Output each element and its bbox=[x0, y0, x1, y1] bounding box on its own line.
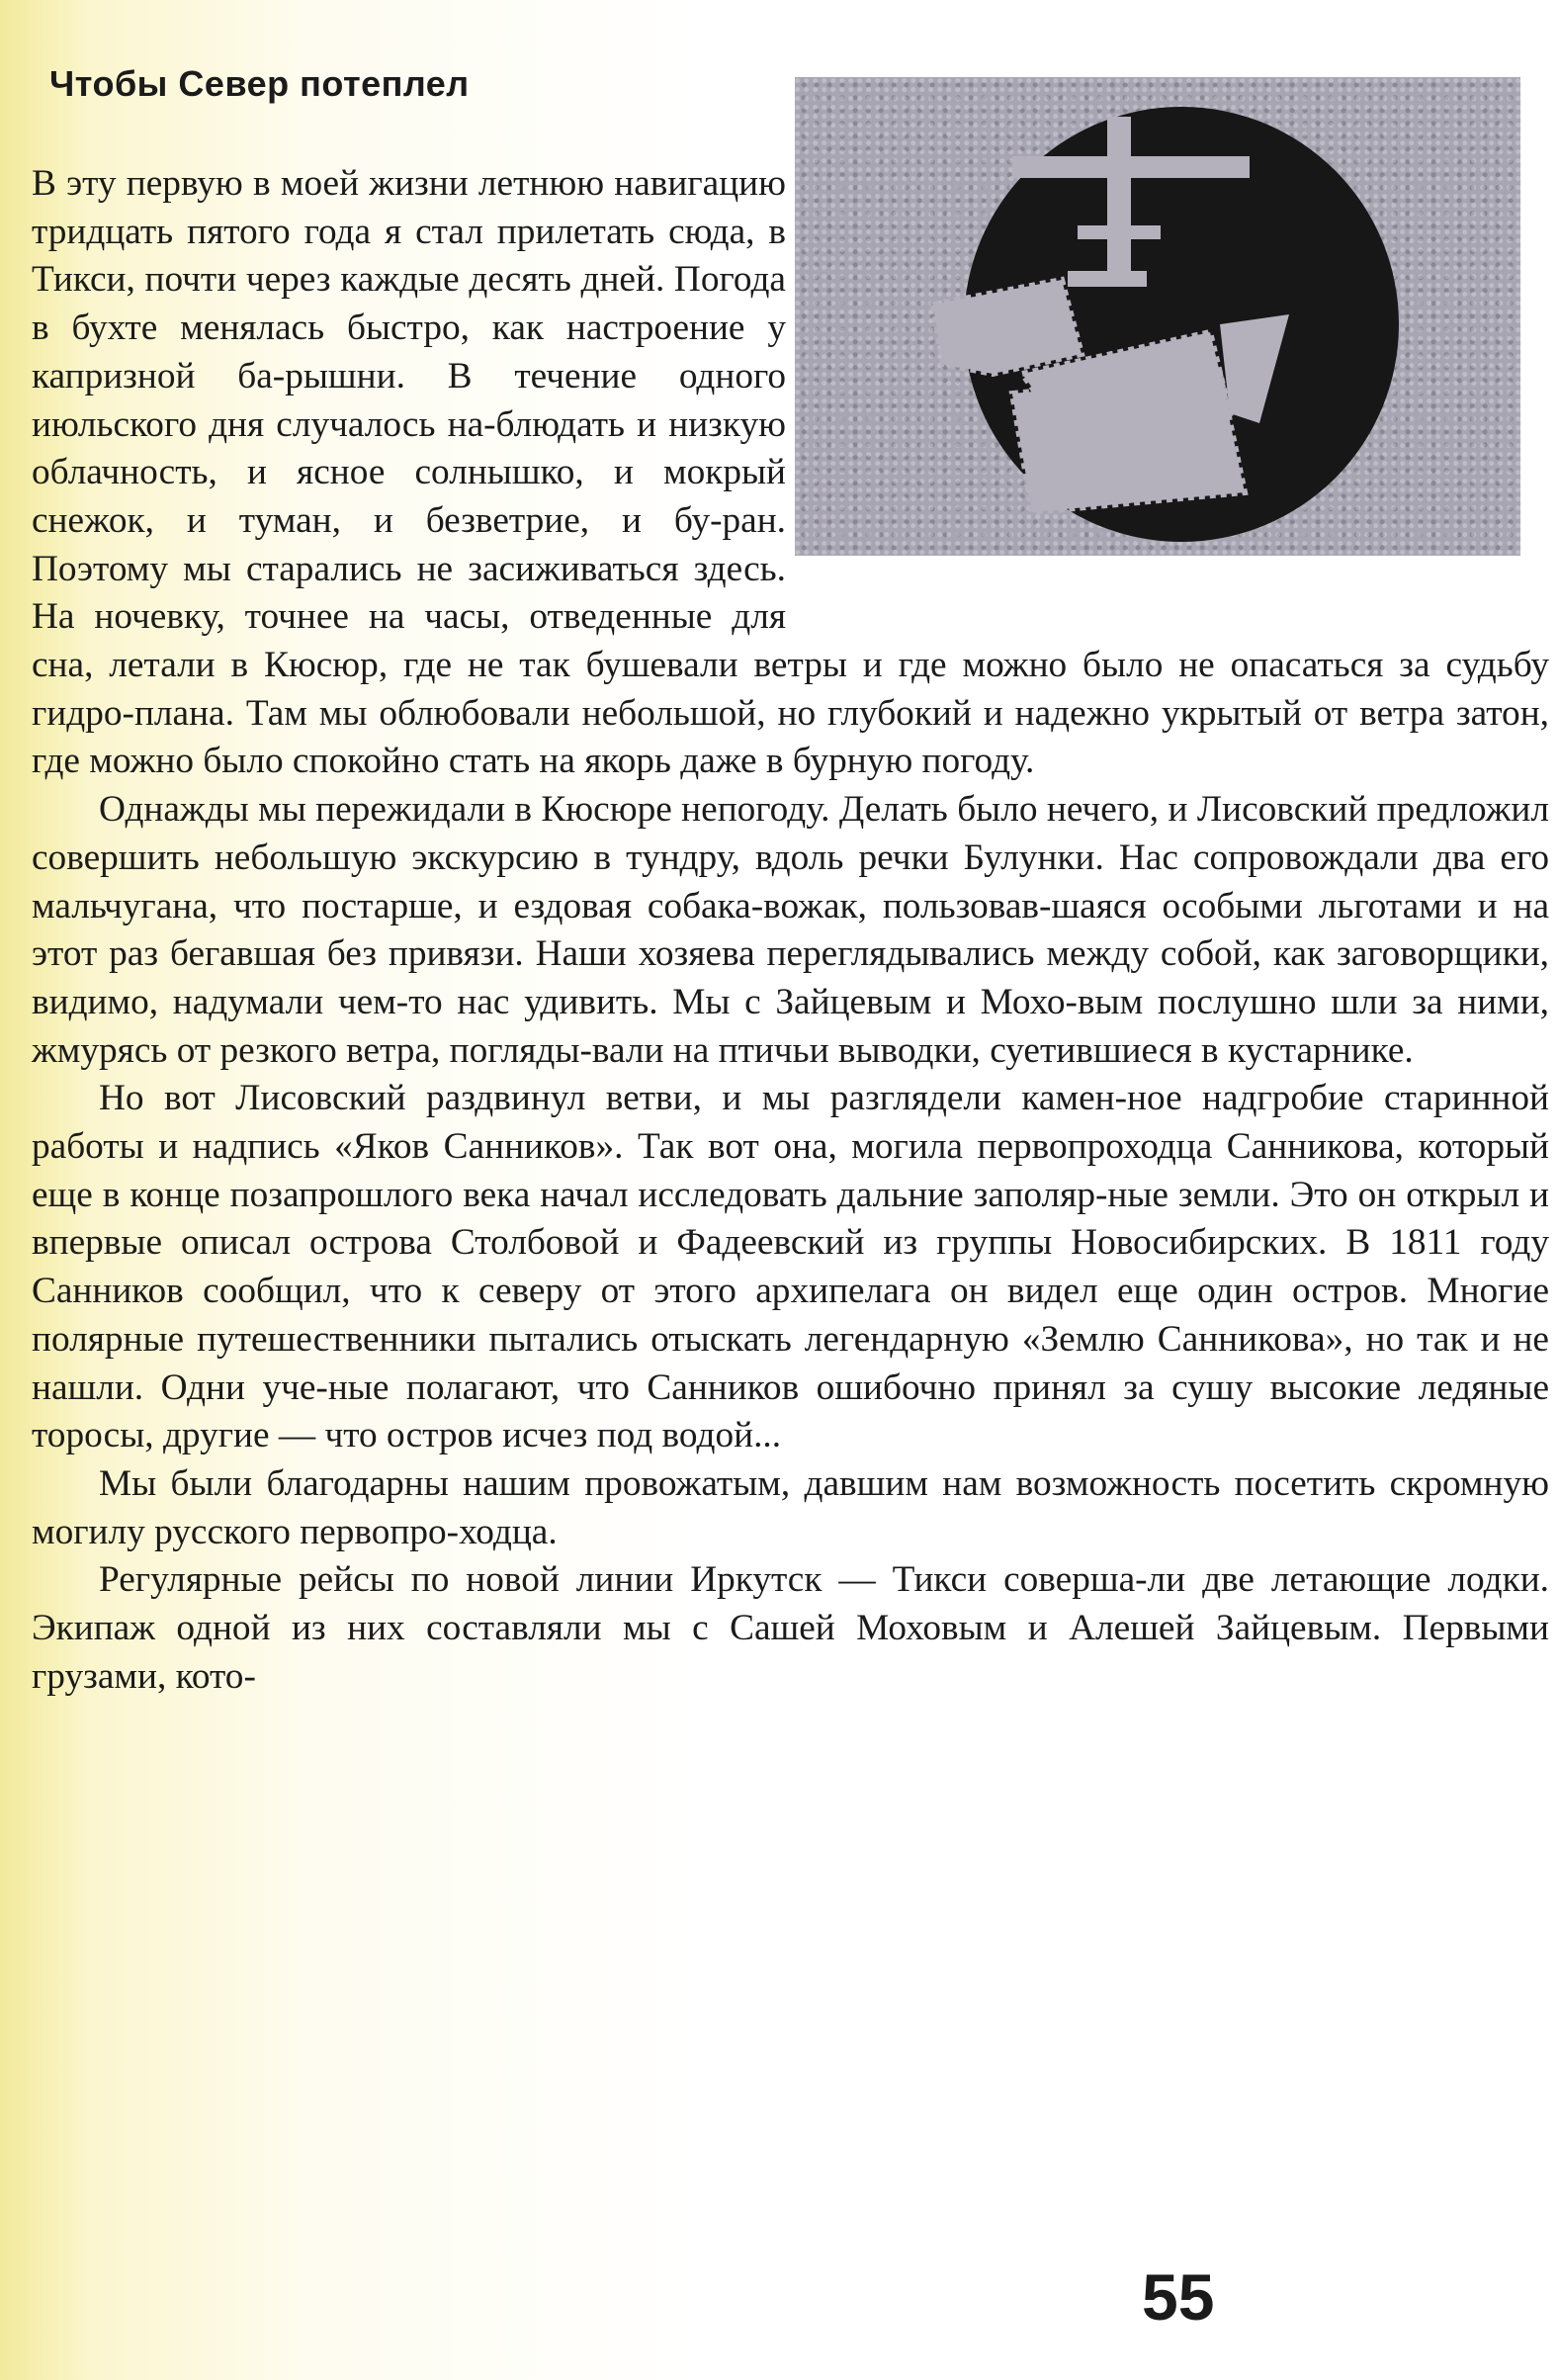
paragraph: Но вот Лисовский раздвинул ветви, и мы разглядели камен-ное надгробие старинной работы и надпись «Яков Санников». Так вот она, могила первопроходца Санникова, который еще в конце позапрошлого века начал исследовать дальние заполяр-ные земли. Это он открыл и впервые описал острова Столбовой и Фадеевский из группы Новосибирских. В 1811 году Санников сообщил, что к северу от этого архипелага он видел еще один остров. Многие полярные путешественники пытались отыскать легендарную «Землю Санникова», но так и не нашли. Одни уче-ные полагают, что Санников ошибочно принял за сушу высокие ледяные торосы, другие — что остров исчез под водой... bbox=[32, 1078, 1549, 1456]
chapter-heading: Чтобы Север потеплел bbox=[49, 63, 470, 104]
paragraph: В эту первую в моей жизни летнюю навигацию тридцать пятого года я стал прилетать сюда, в Тикси, почти через каждые десять дней. Погода в бухте менялась быстро, как настроение у капризной ба-рышни. В течение одного июльского дня случалось на-блюдать и низкую облачность, и ясное солнышко, и мокрый снежок, и туман, и безветрие, и бу-ран. Поэтому мы старались не засиживаться здесь. На ночевку, точнее на часы, отведенные для сна, летали в Кюсюр, где не так бушевали ветры и где можно было не опасаться за судьбу гидро-плана. Там мы облюбовали небольшой, но глубокий и надежно укрытый от ветра затон, где можно было спокойно стать на якорь даже в бурную погоду. bbox=[32, 163, 1549, 782]
paragraph: Однажды мы пережидали в Кюсюре непогоду. Делать было нечего, и Лисовский предложил совершить небольшую экскурсию в тундру, вдоль речки Булунки. Нас сопровождали два его мальчугана, что постарше, и ездовая собака-вожак, пользовав-шаяся особыми льготами и на этот раз бегавшая без привязи. Наши хозяева переглядывались между собой, как заговорщики, видимо, надумали чем-то нас удивить. Мы с Зайцевым и Мохо-вым послушно шли за ними, жмурясь от резкого ветра, погляды-вали на птичьи выводки, суетившиеся в кустарнике. bbox=[32, 789, 1549, 1071]
article-text bbox=[32, 160, 1549, 1702]
figure-wrap-spacer bbox=[786, 160, 1549, 623]
paragraph: Мы были благодарны нашим провожатым, давшим нам возможность посетить скромную могилу русского первопро-ходца. bbox=[32, 1462, 1549, 1552]
paragraph: Регулярные рейсы по новой линии Иркутск — Тикси соверша-ли две летающие лодки. Экипаж одной из них составляли мы с Сашей Моховым и Алешей Зайцевым. Первыми грузами, кото- bbox=[32, 1559, 1549, 1697]
page-number: 55 bbox=[1142, 2260, 1215, 2334]
